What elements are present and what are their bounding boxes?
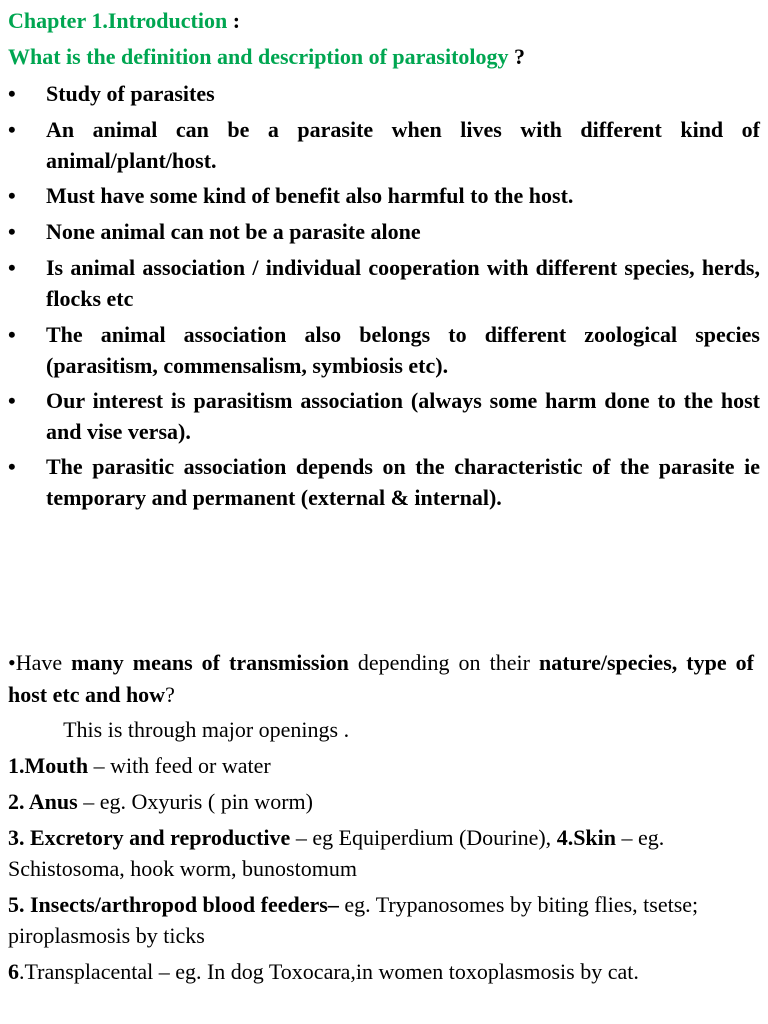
chapter-title-suffix: : <box>227 8 241 33</box>
intro-prefix: •Have <box>8 650 72 675</box>
intro-bold-2: nature/species, type of host etc and how <box>8 650 754 707</box>
bullet-dot: • <box>8 322 16 347</box>
bullet-dot: • <box>8 183 16 208</box>
item-number: 2 <box>8 789 19 814</box>
list-item-excretory <box>8 822 754 884</box>
bullet-item <box>8 78 760 109</box>
transmission-intro <box>8 647 754 711</box>
bullet-dot: • <box>8 219 16 244</box>
item-label: .Skin <box>567 825 617 850</box>
item-text: .Transplacental – eg. In dog Toxocara,in women toxoplasmosis by cat. <box>19 959 639 984</box>
chapter-title-text: Chapter 1.Introduction <box>8 8 228 33</box>
bullet-text: Is animal association / individual cooperation with different species, herds, flocks etc <box>46 255 760 311</box>
item-number: 3 <box>8 825 19 850</box>
question-text: What is the definition and description of parasitology <box>8 44 509 69</box>
bullet-text: Must have some kind of benefit also harmful to the host. <box>46 183 574 208</box>
question-heading <box>8 42 525 72</box>
bullet-item <box>8 180 760 211</box>
bullet-text: Study of parasites <box>46 81 215 106</box>
item-number: 4 <box>556 825 568 850</box>
bullet-dot: • <box>8 81 16 106</box>
bullet-text: An animal can be a parasite when lives with different kind of animal/plant/host. <box>46 117 760 173</box>
item-label: . Excretory and reproductive <box>19 825 291 850</box>
item-number: 1 <box>8 753 19 778</box>
question-suffix: ? <box>508 44 526 69</box>
item-text: – eg. Schistosoma, hook worm, bunostomum <box>8 825 665 881</box>
item-number: 5 <box>8 892 19 917</box>
item-label: .Mouth <box>19 753 89 778</box>
bullet-item <box>8 319 760 381</box>
bullet-item <box>8 252 760 314</box>
intro-bold: many means of transmission <box>71 650 349 675</box>
item-text: eg. Trypanosomes by biting flies, tsetse; piroplasmosis by ticks <box>8 892 699 948</box>
bullet-dot: • <box>8 255 16 280</box>
item-text: – eg. Oxyuris ( pin worm) <box>77 789 313 814</box>
bullet-text: Our interest is parasitism association (always some harm done to the host and vise versa). <box>46 388 760 444</box>
item-text: – eg Equiperdium (Dourine), <box>290 825 557 850</box>
bullet-dot: • <box>8 117 16 142</box>
bullet-item <box>8 114 760 176</box>
bullet-item <box>8 216 760 247</box>
bullet-text: The parasitic association depends on the characteristic of the parasite ie temporary and permanent (external & internal). <box>46 454 760 510</box>
bullet-text: None animal can not be a parasite alone <box>46 219 421 244</box>
chapter-title <box>8 6 240 36</box>
item-label: . Insects/arthropod blood feeders– <box>19 892 339 917</box>
bullet-item <box>8 451 760 513</box>
bullet-item <box>8 385 760 447</box>
openings-line: This is through major openings . <box>46 717 332 742</box>
intro-end: ? <box>165 682 175 707</box>
item-label: . Anus <box>19 789 78 814</box>
bullet-text: The animal association also belongs to different zoological species (parasitism, commensalism, symbiosis etc). <box>46 322 760 378</box>
bullet-dot: • <box>8 388 16 413</box>
intro-mid: depending on their <box>348 650 539 675</box>
item-text: – with feed or water <box>88 753 271 778</box>
list-item-transplacental <box>8 956 754 987</box>
item-number: 6 <box>8 959 19 984</box>
bullet-dot: • <box>8 454 16 479</box>
list-item-anus <box>8 786 754 818</box>
list-item-mouth <box>8 750 754 782</box>
list-item-insects <box>8 889 754 951</box>
